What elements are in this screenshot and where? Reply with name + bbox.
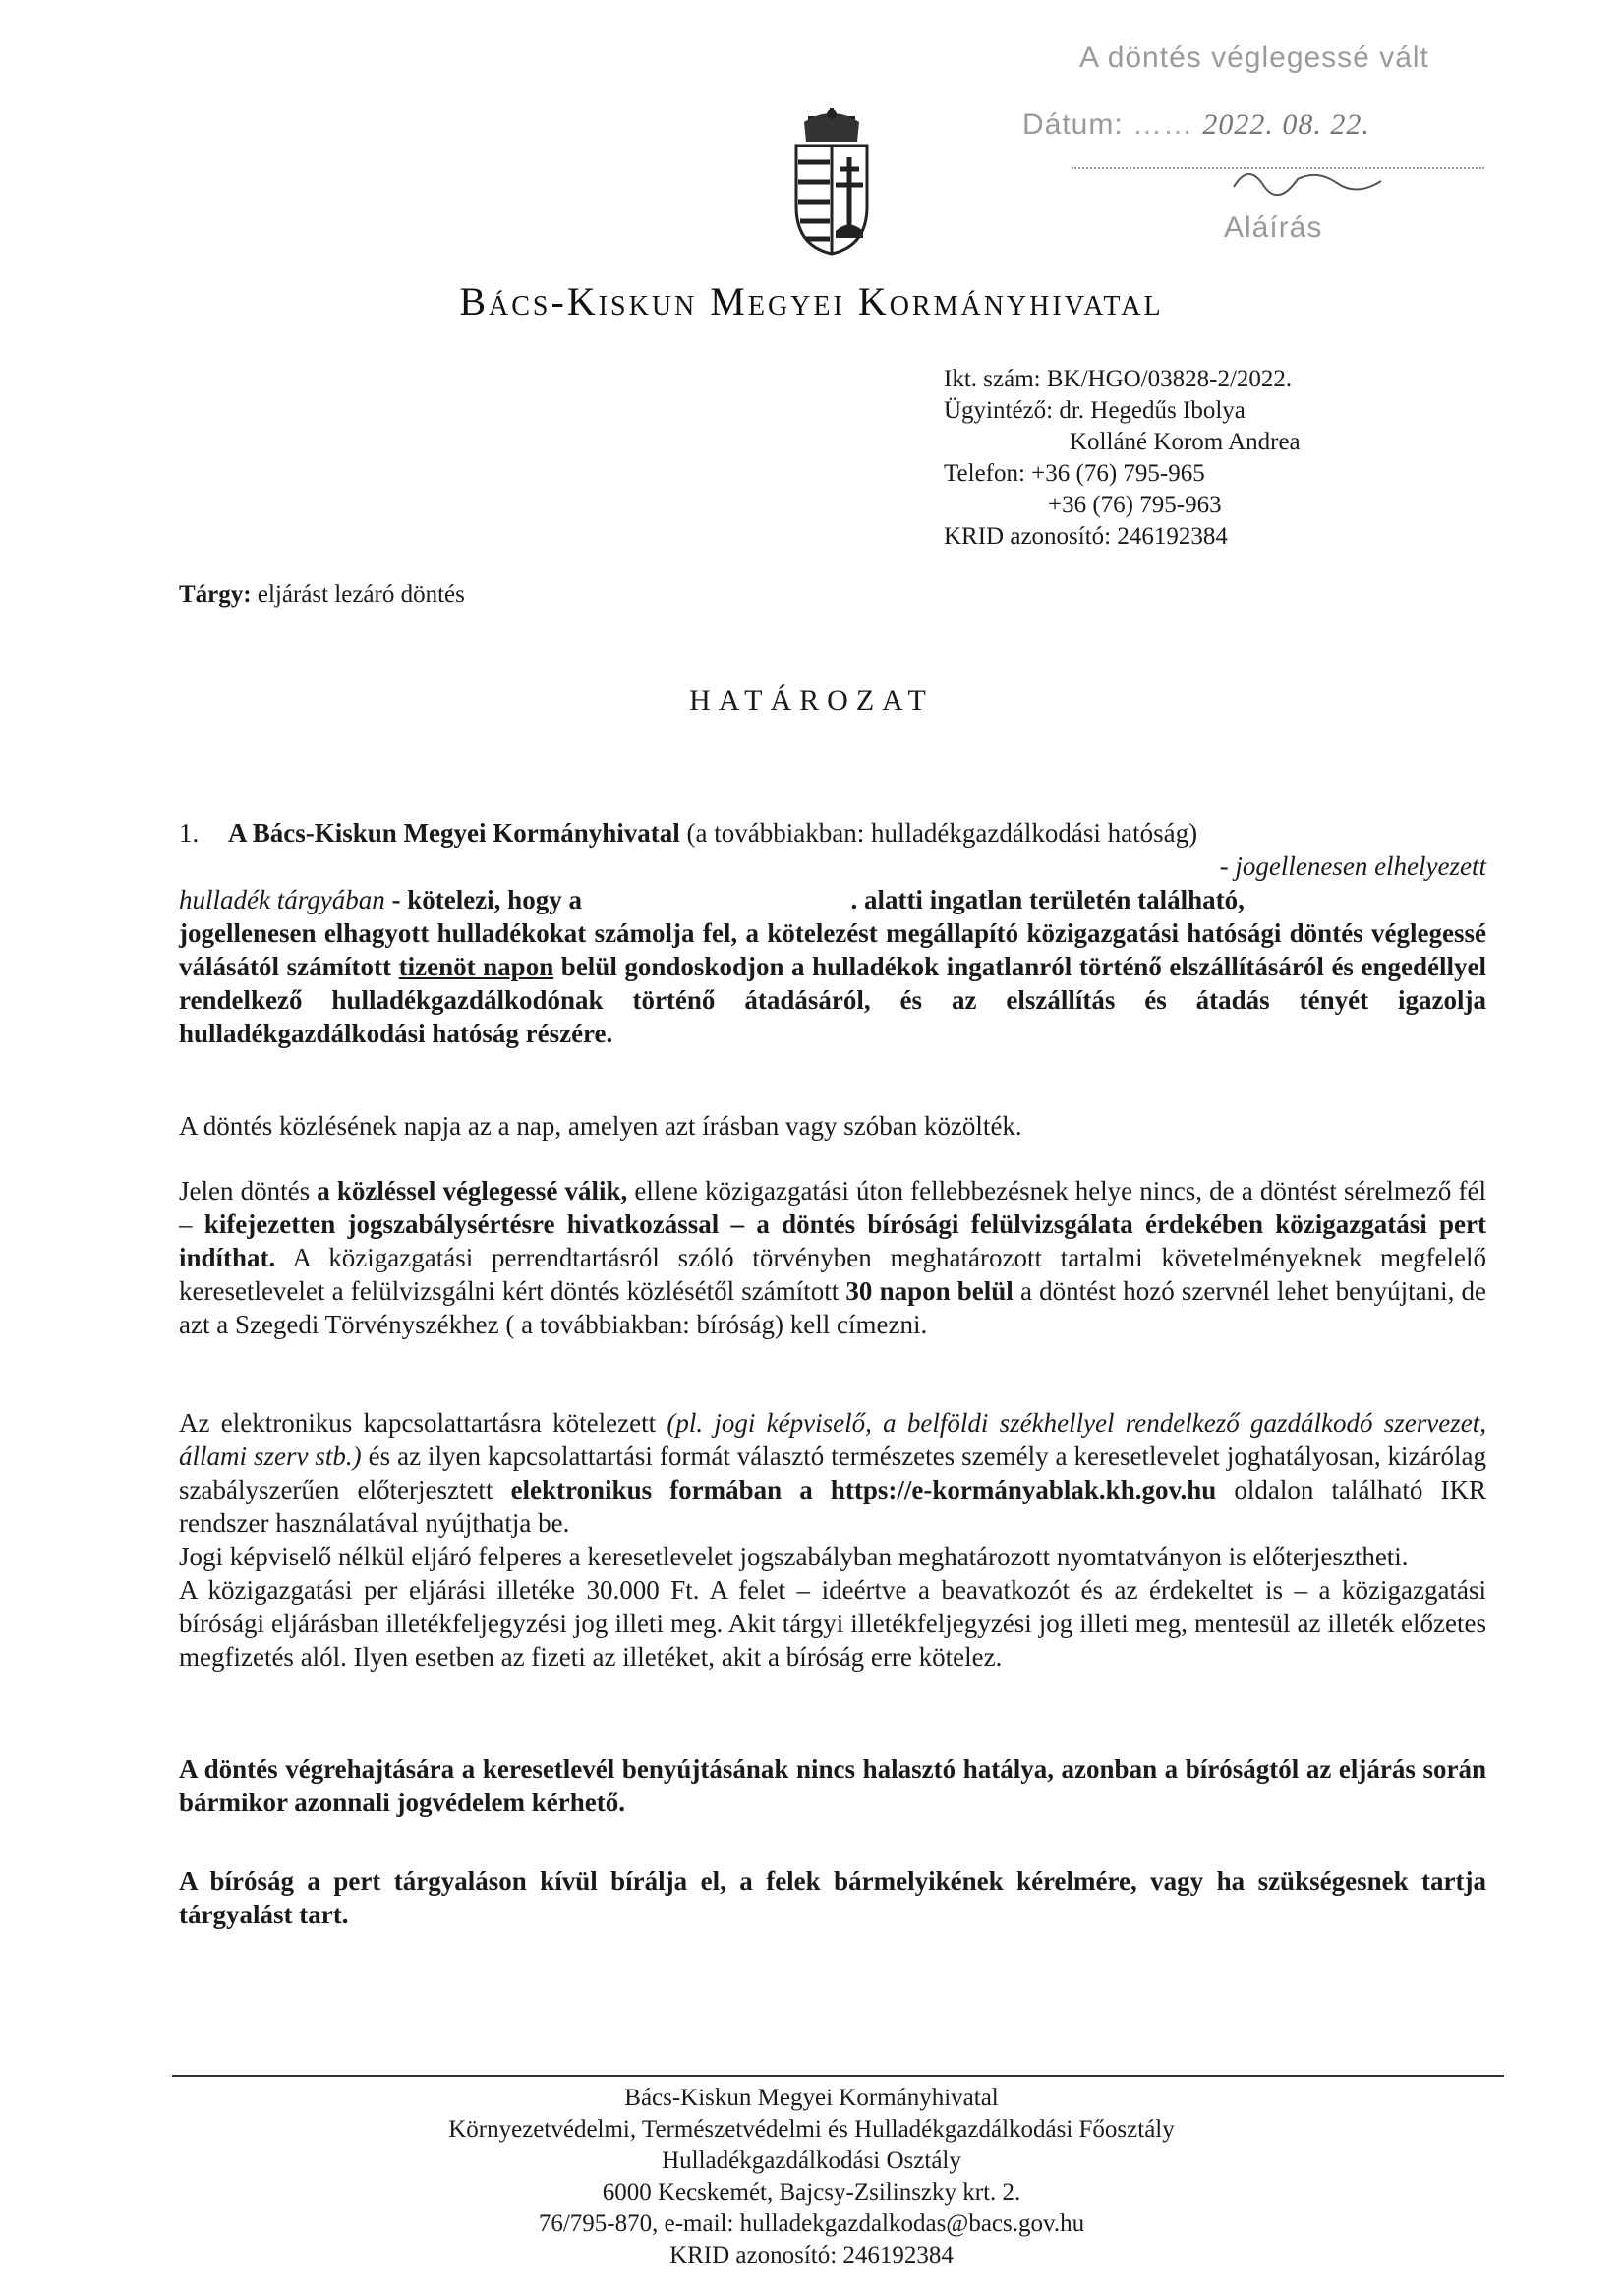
footer-department: Környezetvédelmi, Természetvédelmi és Hulladékgazdálkodási Főosztály	[448, 2116, 1175, 2143]
footer-address: 6000 Kecskemét, Bajcsy-Zsilinszky krt. 2.	[602, 2179, 1021, 2206]
section-number: 1.	[179, 818, 200, 848]
administrator: Ügyintéző: dr. Hegedűs Ibolya	[944, 397, 1246, 424]
document-title: HATÁROZAT	[689, 684, 934, 717]
stamp-line-finalized: A döntés véglegessé vált	[1079, 41, 1429, 74]
phone-1: Telefon: +36 (76) 795-965	[944, 460, 1205, 487]
s3-topic: hulladék tárgyában	[179, 885, 385, 914]
reference-block	[944, 364, 1573, 553]
s2-topic: - jogellenesen elhelyezett	[1219, 852, 1486, 881]
footer-contact: 76/795-870, e-mail: hulladekgazdalkodas@bacs.gov.hu	[538, 2210, 1085, 2237]
subject-label: Tárgy:	[179, 581, 252, 608]
footer-office: Bács-Kiskun Megyei Kormányhivatal	[624, 2085, 999, 2111]
krid-id: KRID azonosító: 246192384	[944, 523, 1228, 550]
paragraph-electronic: Az elektronikus kapcsolattartásra kötelezett (pl. jogi képviselő, a belföldi székhellyel rendelkező gazdálkodó szervezet, állami szerv stb.) és az ilyen kapcsolattartási formát választó természetes személy a keresetlevelet joghatályosan, kizárólag szabályszerűen előterjesztett elektronikus formában a https://e-kormányablak.kh.gov.hu oldalon található IKR rendszer használatával nyújthatja be. Jogi képviselő nélkül eljáró felperes a keresetlevelet jogszabályban meghatározott nyomtatványon is előterjesztheti. A közigazgatási per eljárási illetéke 30.000 Ft. A felet – ideértve a beavatkozót és az érdekeltet is – a közigazgatási bírósági eljárásban illetékfeljegyzési jog illeti meg. Akit tárgyi illetékfeljegyzési jog illeti meg, mentesül az illeték előzetes megfizetés alól. Ilyen esetben az fizeti az illetéket, akit a bíróság erre kötelez.	[179, 1408, 1487, 1672]
s3-obligation-b: . alatti ingatlan területén található,	[850, 885, 1245, 914]
section-1-text	[179, 816, 1486, 1050]
paragraph-suspension: A döntés végrehajtására a keresetlevél benyújtásának nincs halasztó hatálya, azonban a bíróságtól az eljárás során bármikor azonnali jogvédelem kérhető.	[179, 1754, 1486, 1817]
stamp-date-value: 2022. 08. 22.	[1202, 108, 1370, 141]
paragraph-appeal: Jelen döntés a közléssel véglegessé válik, ellene közigazgatási úton fellebbezésnek helye nincs, de a döntést sérelmező fél – kifejezetten jogszabálysértésre hivatkozással – a döntés bírósági felülvizsgálata érdekében közigazgatási pert indíthat. A közigazgatási perrendtartásról szóló törvényben meghatározott tartalmi követelményeknek megfelelő keresetlevelet a felülvizsgálni kért döntés közlésétől számított 30 napon belül a döntést hozó szervnél lehet benyújtani, de azt a Szegedi Törvényszékhez ( a továbbiakban: bíróság) kell címezni.	[179, 1176, 1487, 1339]
s1-authority: A Bács-Kiskun Megyei Kormányhivatal	[228, 818, 680, 848]
paragraph-communication: A döntés közlésének napja az a nap, amelyen azt írásban vagy szóban közölték.	[179, 1111, 1022, 1141]
paragraph-hearing: A bíróság a pert tárgyaláson kívül bírálja el, a felek bármelyikének kérelmére, vagy ha szükségesnek tartja tárgyalást tart.	[179, 1866, 1486, 1929]
s3-obligation-a: - kötelezi, hogy a	[391, 885, 582, 914]
administrator-2: Kolláné Korom Andrea	[1070, 429, 1301, 455]
footer	[0, 2083, 1623, 2271]
paragraph-no-representative: Jogi képviselő nélkül eljáró felperes a keresetlevelet jogszabályban meghatározott nyomtatványon is előterjesztheti.	[179, 1542, 1409, 1571]
subject-line	[179, 578, 465, 612]
footer-krid: KRID azonosító: 246192384	[669, 2242, 954, 2268]
s4-obligation: jogellenesen elhagyott hulladékokat számolja fel, a kötelezést megállapító közigazgatási hatósági döntés véglegessé válásától számított tizenöt napon belül gondoskodjon a hulladékok ingatlanról történő elszállításáról és engedéllyel rendelkező hulladékgazdálkodónak történő átadásáról, és az elszállítás és átadás tényét igazolja hulladékgazdálkodási hatóság részére.	[179, 918, 1486, 1048]
stamp-date-label: Dátum:	[1022, 108, 1124, 141]
ekormanyablak-link: elektronikus formában a https://e-kormányablak.kh.gov.hu	[510, 1475, 1217, 1504]
s3-order	[179, 883, 1486, 916]
signature-scribble-icon	[1229, 157, 1386, 197]
paragraph-fee: A közigazgatási per eljárási illetéke 30.000 Ft. A felet – ideértve a beavatkozót és az érdekeltet is – a közigazgatási bírósági eljárásban illetékfeljegyzési jog illeti meg. Akit tárgyi illetékfeljegyzési jog illeti meg, mentesül az illeték előzetes megfizetés alól. Ilyen esetben az fizeti az illetéket, akit a bíróság erre kötelez.	[179, 1575, 1486, 1672]
phone-2: +36 (76) 795-963	[1048, 492, 1222, 518]
s4-deadline: tizenöt napon	[398, 952, 554, 981]
hungarian-coat-of-arms-icon	[786, 108, 877, 256]
footer-divider	[172, 2075, 1504, 2077]
footer-unit: Hulladékgazdálkodási Osztály	[662, 2148, 961, 2174]
subject-text: eljárást lezáró döntés	[257, 581, 465, 608]
stamp-date: Dátum: …… 2022. 08. 22.	[1022, 108, 1370, 141]
office-title: Bács-Kiskun Megyei Kormányhivatal	[459, 279, 1164, 324]
case-number: Ikt. szám: BK/HGO/03828-2/2022.	[944, 366, 1293, 392]
stamp-signature-caption: Aláírás	[1224, 211, 1323, 244]
s1-definition: (a továbbiakban: hulladékgazdálkodási hatóság)	[686, 818, 1198, 848]
